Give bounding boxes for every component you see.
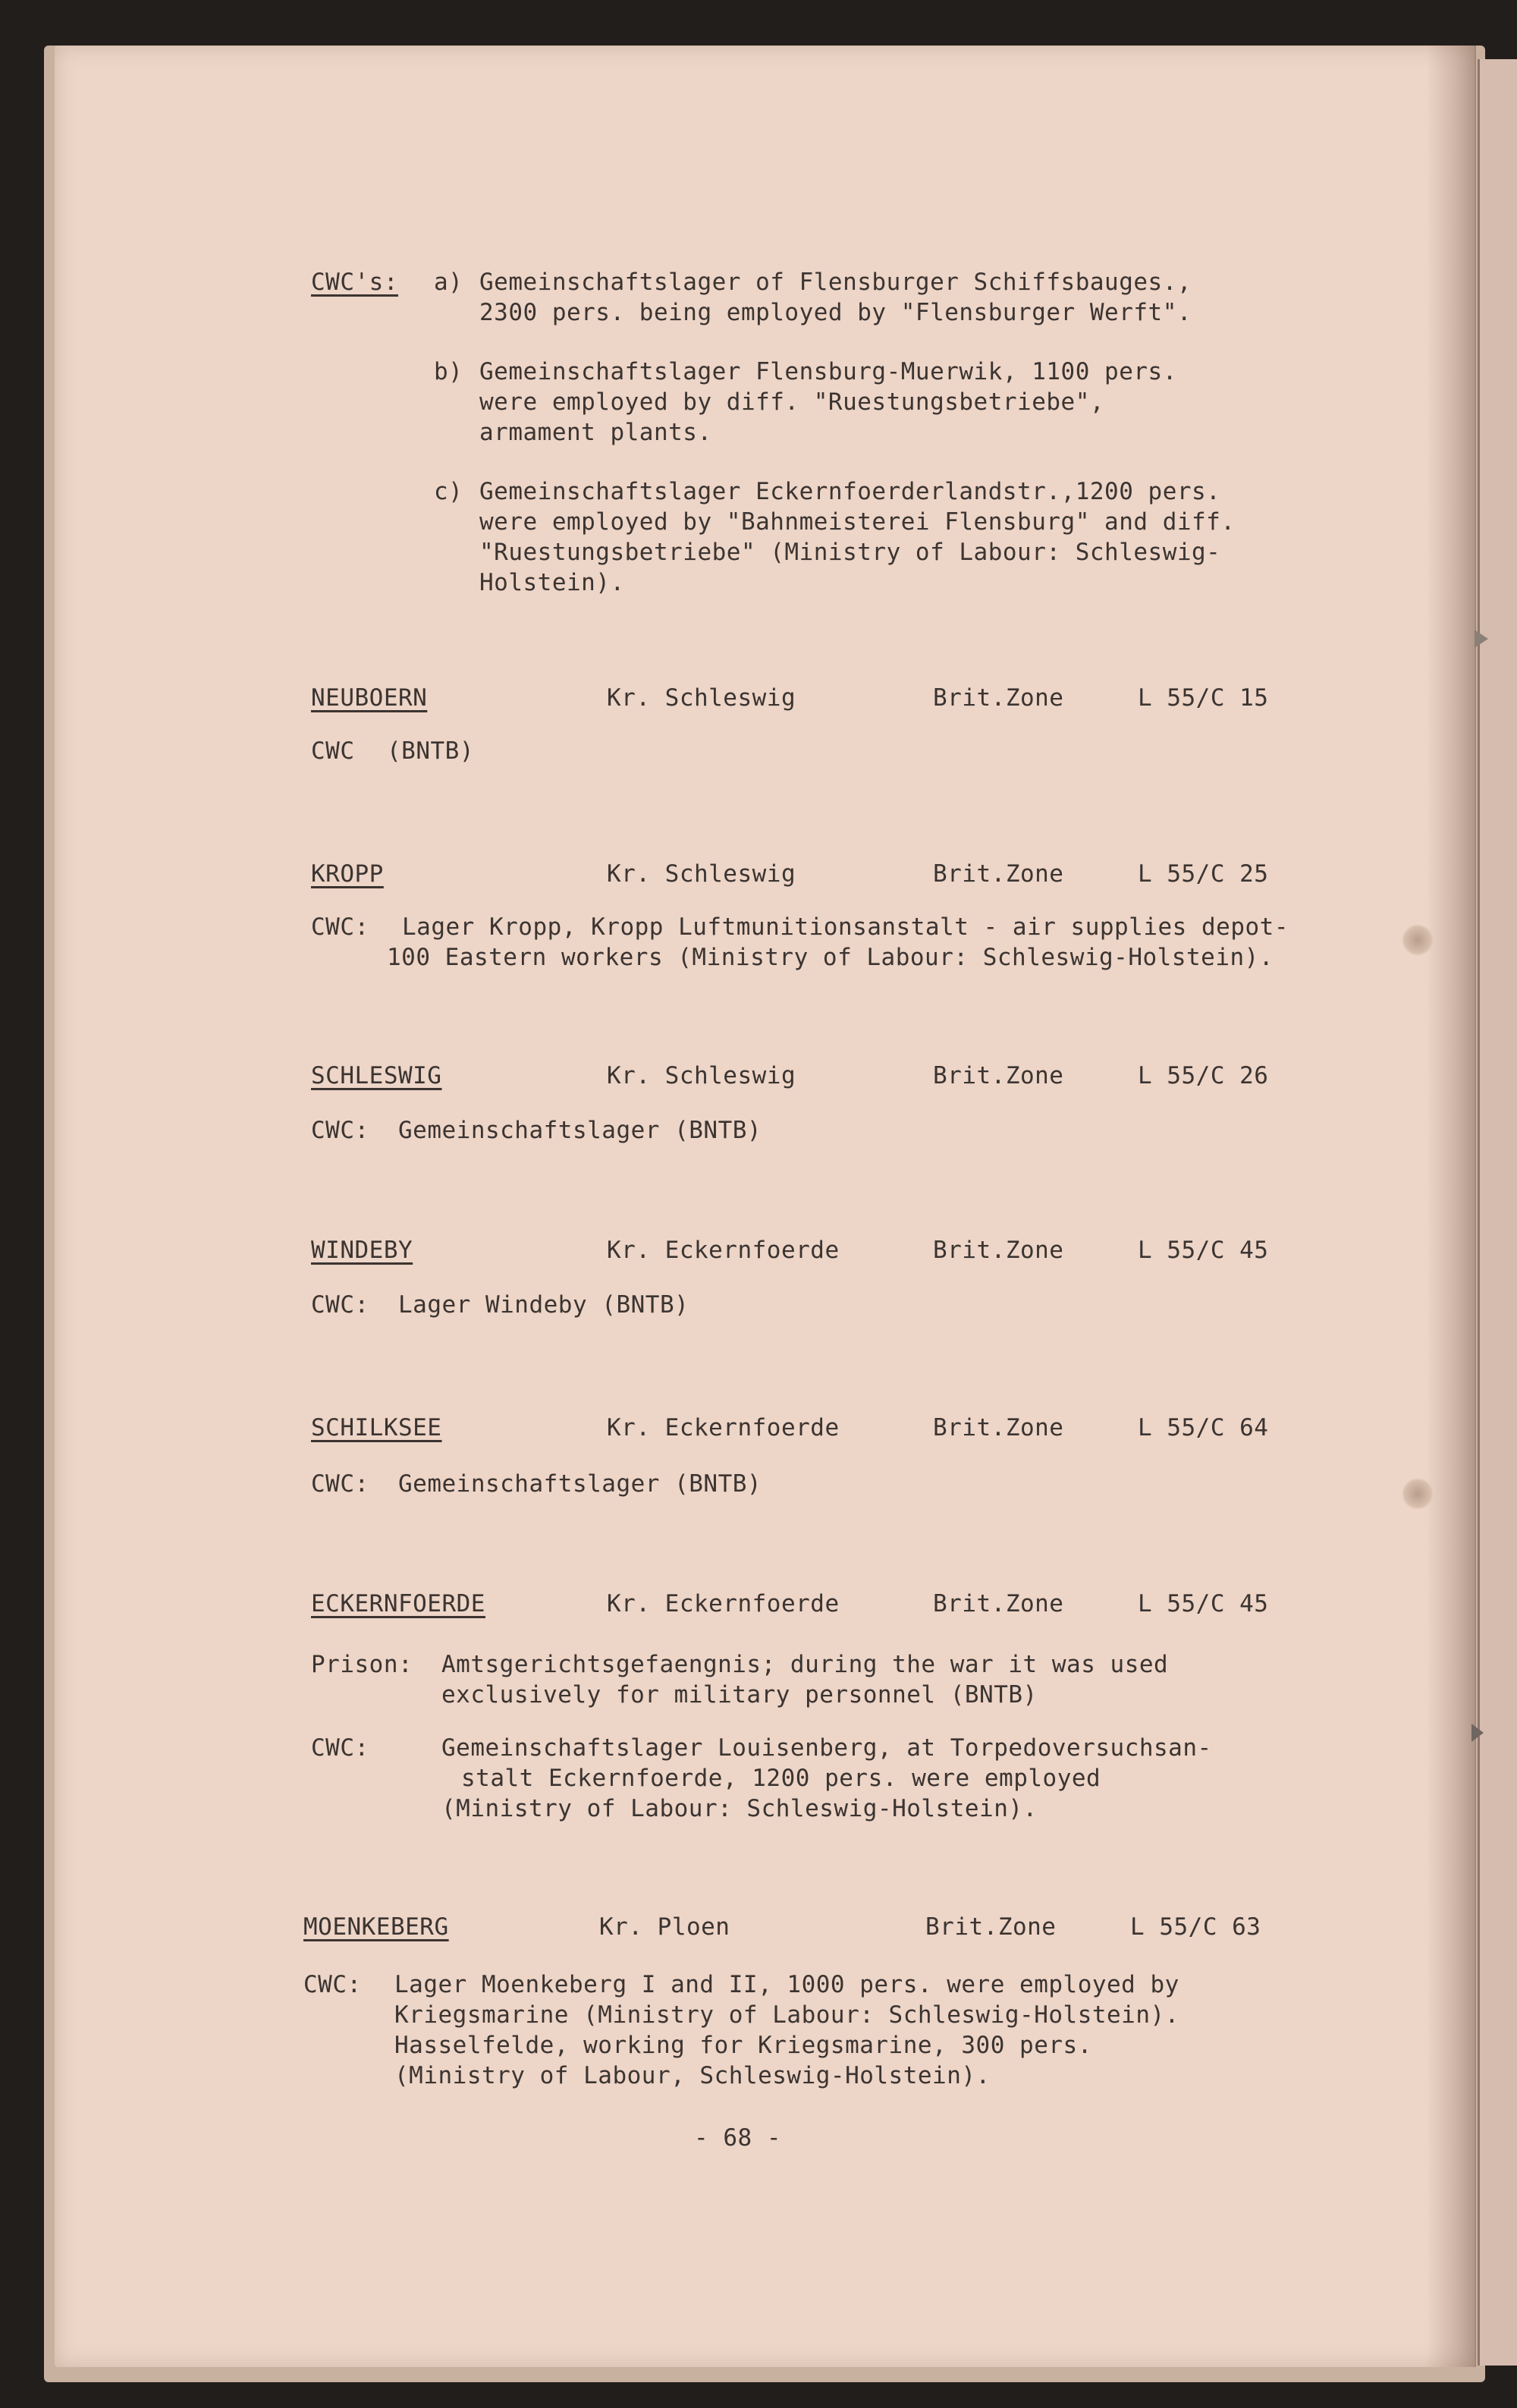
- intro-label: CWC's:: [311, 269, 398, 296]
- district: Kr. Eckernfoerde: [607, 1590, 840, 1617]
- entry-line: Gemeinschaftslager Louisenberg, at Torpedoversuchsan-: [441, 1734, 1212, 1762]
- place-name: NEUBOERN: [311, 684, 428, 712]
- zone: Brit.Zone: [933, 684, 1064, 712]
- place-name: WINDEBY: [311, 1237, 413, 1264]
- entry-label: CWC:: [303, 1971, 362, 1998]
- district: Kr. Schleswig: [607, 684, 796, 712]
- place-name: MOENKEBERG: [303, 1913, 449, 1941]
- item-marker: c): [434, 478, 463, 505]
- reference-code: L 55/C 45: [1138, 1237, 1269, 1264]
- place-name: ECKERNFOERDE: [311, 1590, 485, 1617]
- place-name: SCHLESWIG: [311, 1062, 442, 1089]
- district: Kr. Schleswig: [607, 860, 796, 888]
- binding-hole-mark: [1402, 924, 1434, 956]
- entry-line: exclusively for military personnel (BNTB): [441, 1681, 1038, 1709]
- entry-line: 100 Eastern workers (Ministry of Labour: Schleswig-Holstein).: [387, 944, 1274, 971]
- place-name: SCHILKSEE: [311, 1414, 442, 1441]
- binding-hole-mark: [1402, 1478, 1434, 1510]
- reference-code: L 55/C 26: [1138, 1062, 1269, 1089]
- zone: Brit.Zone: [933, 1062, 1064, 1089]
- reference-code: L 55/C 45: [1138, 1590, 1269, 1617]
- margin-tick-mark: [1471, 1724, 1484, 1742]
- intro-line: Gemeinschaftslager of Flensburger Schiffsbauges.,: [479, 269, 1192, 296]
- entry-label: CWC:: [311, 913, 369, 941]
- entry-line: Hasselfelde, working for Kriegsmarine, 300 pers.: [394, 2032, 1092, 2059]
- entry-label: CWC: [311, 737, 355, 765]
- intro-line: Gemeinschaftslager Flensburg-Muerwik, 1100 pers.: [479, 358, 1177, 385]
- place-name: KROPP: [311, 860, 384, 888]
- intro-line: were employed by diff. "Ruestungsbetriebe",: [479, 388, 1105, 416]
- entry-line: (BNTB): [387, 737, 474, 765]
- margin-tick-mark: [1475, 630, 1488, 648]
- entry-line: Gemeinschaftslager (BNTB): [398, 1470, 762, 1498]
- zone: Brit.Zone: [933, 860, 1064, 888]
- intro-line: "Ruestungsbetriebe" (Ministry of Labour: Schleswig-: [479, 539, 1221, 566]
- entry-label: CWC:: [311, 1117, 369, 1144]
- entry-label: CWC:: [311, 1734, 369, 1762]
- district: Kr. Ploen: [599, 1913, 730, 1941]
- entry-label: Prison:: [311, 1651, 413, 1678]
- entry-line: Kriegsmarine (Ministry of Labour: Schleswig-Holstein).: [394, 2001, 1179, 2029]
- zone: Brit.Zone: [925, 1913, 1057, 1941]
- district: Kr. Eckernfoerde: [607, 1237, 840, 1264]
- reference-code: L 55/C 63: [1130, 1913, 1261, 1941]
- entry-line: stalt Eckernfoerde, 1200 pers. were employed: [461, 1765, 1101, 1792]
- entry-line: (Ministry of Labour, Schleswig-Holstein).: [394, 2062, 991, 2089]
- item-marker: a): [434, 269, 463, 296]
- intro-line: Gemeinschaftslager Eckernfoerderlandstr.,1200 pers.: [479, 478, 1221, 505]
- reference-code: L 55/C 15: [1138, 684, 1269, 712]
- intro-line: were employed by "Bahnmeisterei Flensburg" and diff.: [479, 508, 1236, 536]
- intro-line: 2300 pers. being employed by "Flensburger Werft".: [479, 299, 1192, 326]
- entry-line: Amtsgerichtsgefaengnis; during the war it was used: [441, 1651, 1169, 1678]
- entry-line: (Ministry of Labour: Schleswig-Holstein).: [441, 1795, 1038, 1822]
- zone: Brit.Zone: [933, 1590, 1064, 1617]
- reference-code: L 55/C 25: [1138, 860, 1269, 888]
- facing-page-edge: [1478, 59, 1517, 2366]
- entry-label: CWC:: [311, 1470, 369, 1498]
- page-number: - 68 -: [694, 2124, 781, 2152]
- district: Kr. Schleswig: [607, 1062, 796, 1089]
- zone: Brit.Zone: [933, 1414, 1064, 1441]
- entry-line: Lager Windeby (BNTB): [398, 1291, 689, 1319]
- gutter-shadow: [1426, 46, 1476, 2367]
- item-marker: b): [434, 358, 463, 385]
- zone: Brit.Zone: [933, 1237, 1064, 1264]
- reference-code: L 55/C 64: [1138, 1414, 1269, 1441]
- intro-line: Holstein).: [479, 569, 625, 596]
- entry-line: Lager Moenkeberg I and II, 1000 pers. were employed by: [394, 1971, 1179, 1998]
- entry-line: Lager Kropp, Kropp Luftmunitionsanstalt - air supplies depot-: [402, 913, 1289, 941]
- intro-line: armament plants.: [479, 419, 712, 446]
- district: Kr. Eckernfoerde: [607, 1414, 840, 1441]
- entry-line: Gemeinschaftslager (BNTB): [398, 1117, 762, 1144]
- entry-label: CWC:: [311, 1291, 369, 1319]
